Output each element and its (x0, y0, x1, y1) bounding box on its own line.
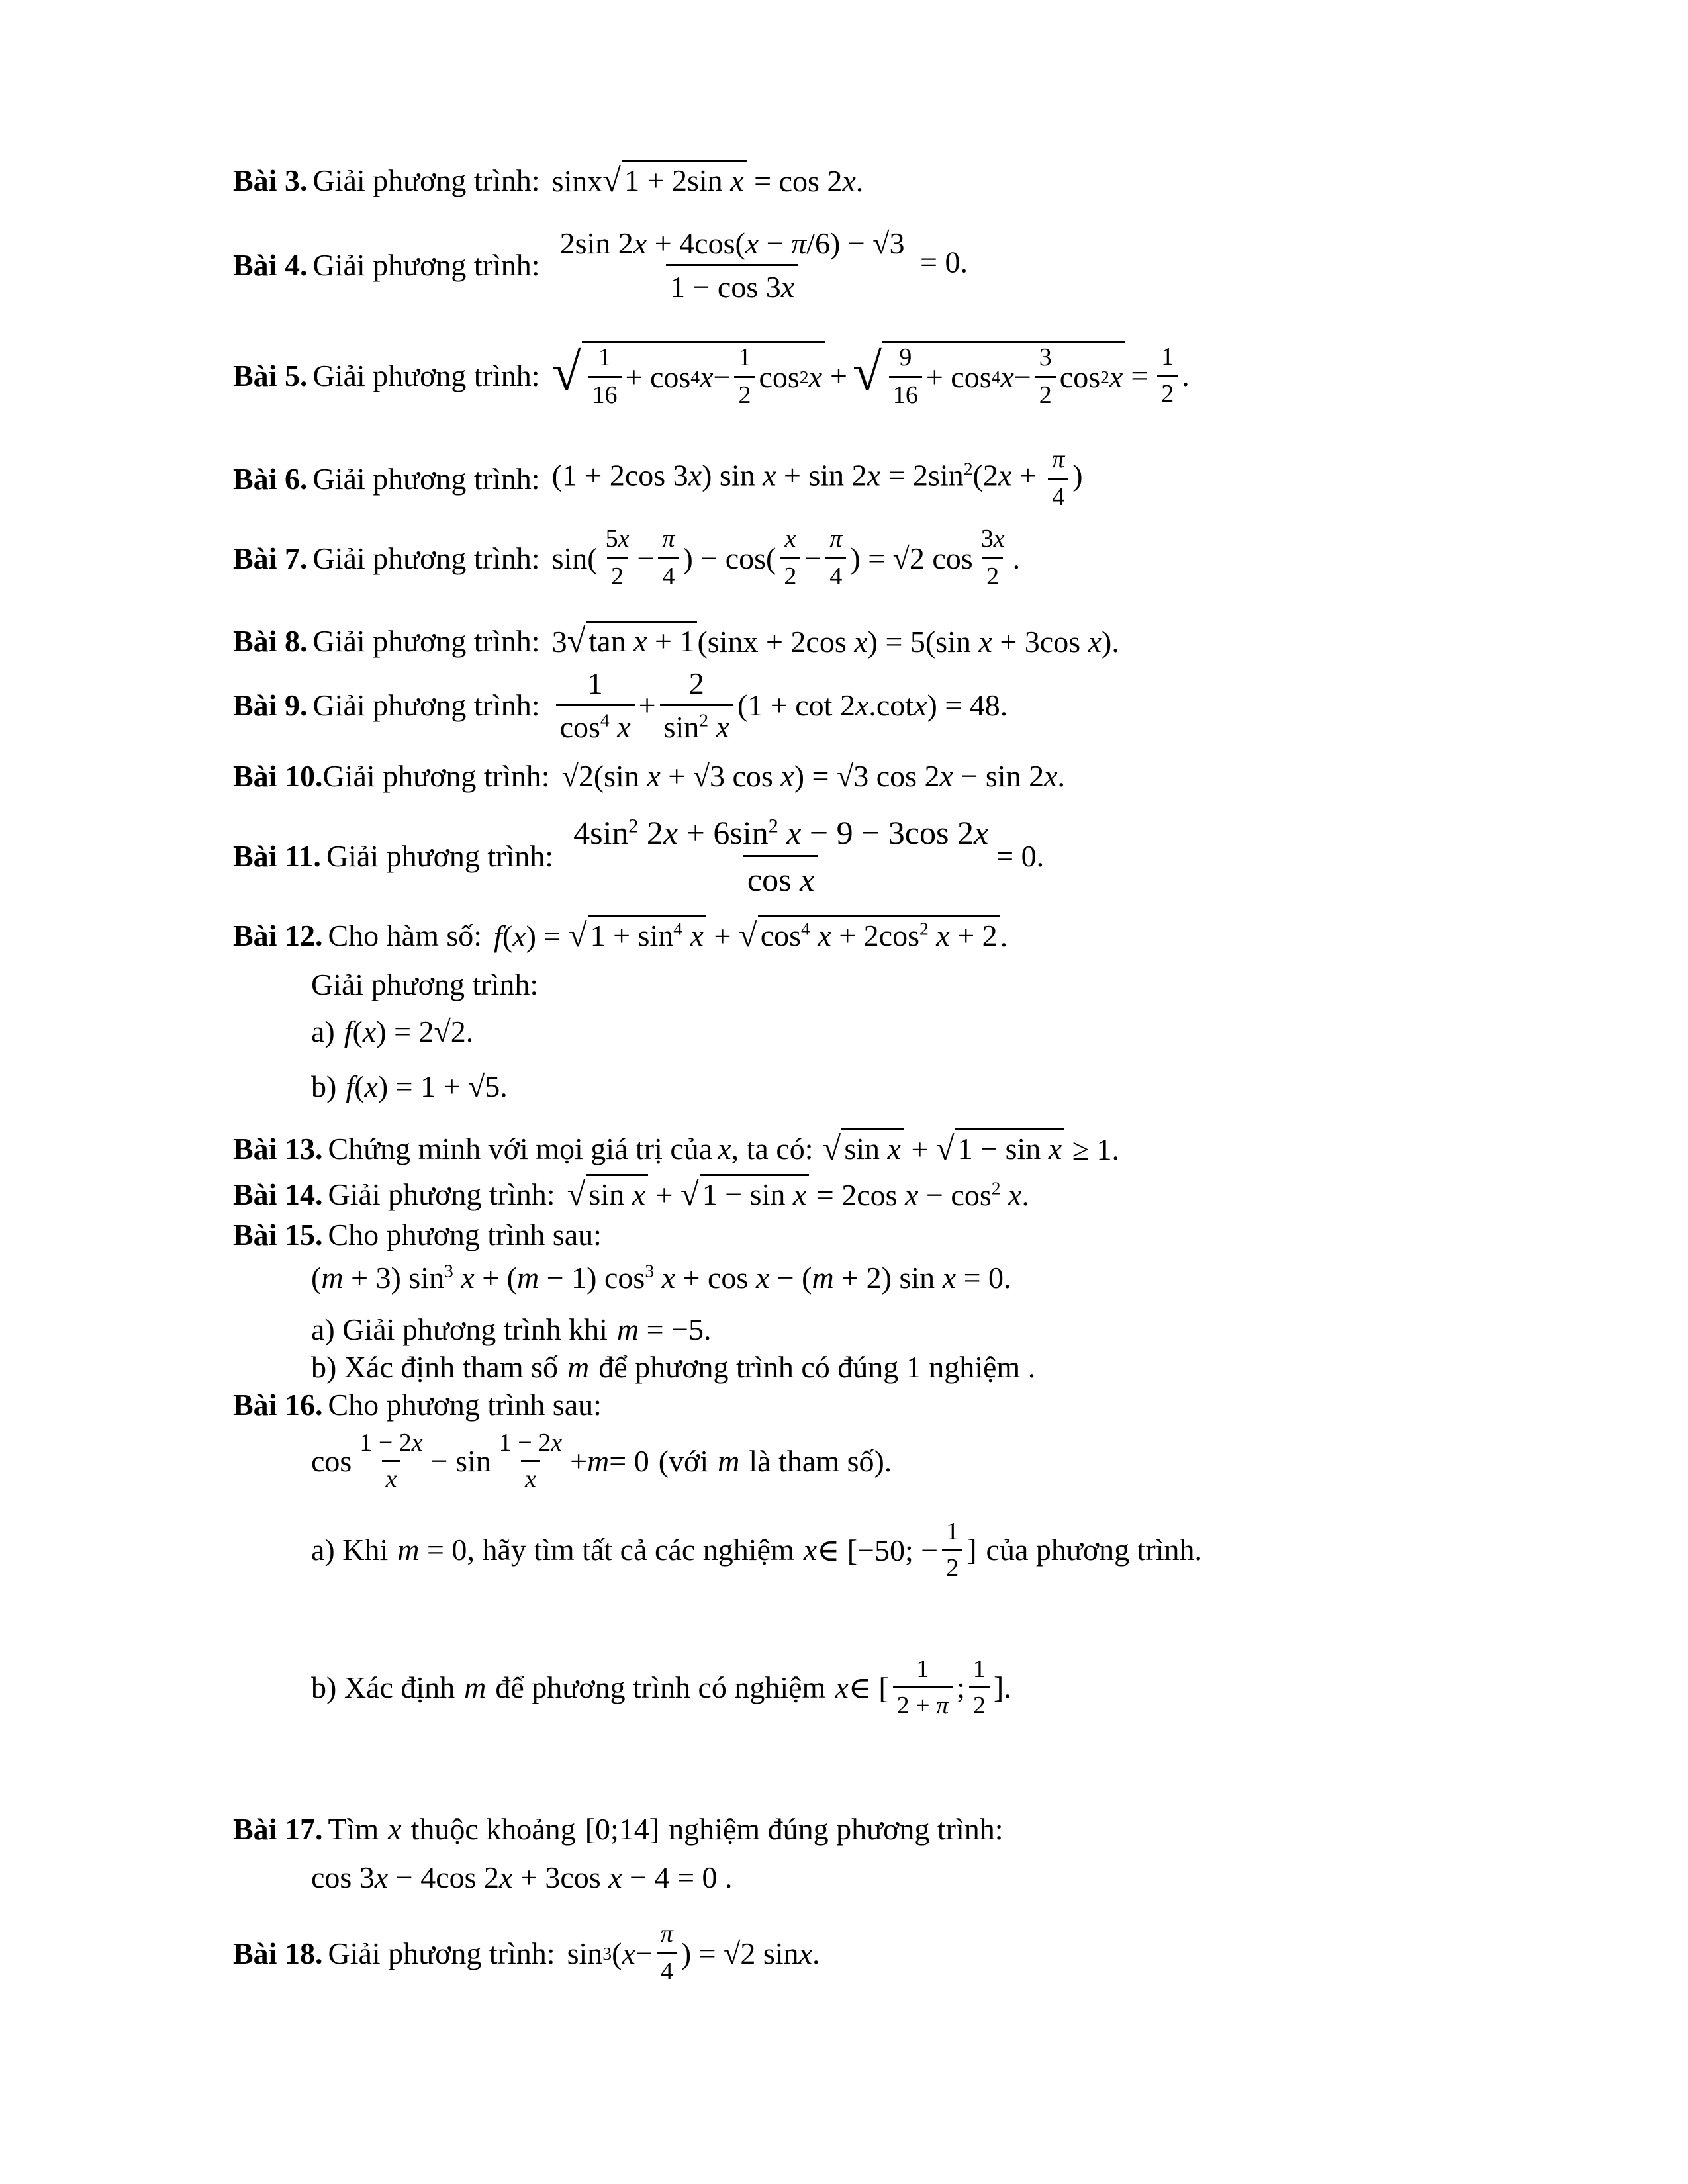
equation: √ $\frac{1}{16}$ + cos 4 x − $\frac{1}{2}$ cos 2 x + √ $\frac{9}{16}$ + cos 4 x − $\frac{3}{2}$ cos 2 x = $\frac{1}{2}$ . (552, 341, 1190, 410)
exercise-label: Bài 12. (233, 918, 323, 952)
part-text: b) Xác định tham số (311, 1350, 559, 1384)
equation: sin 3 ( x − $\frac{\pi}{4}$ ) = √2 sin x . (567, 1919, 820, 1987)
equation: $\frac{4\sin^2 2x + 6\sin^2 x - 9 - 3\cos 2x}{\text{cos x}}$ = 0. (573, 814, 1045, 898)
equation: cos 3x − 4cos 2x + 3cos x − 4 = 0 . (311, 1860, 733, 1894)
exercise-intro: Cho phương trình sau: (328, 1388, 602, 1422)
exercise-12-part-a (311, 1014, 473, 1049)
equation: x ∈ [−50; − $\frac{1}{2}$ ] (803, 1518, 977, 1582)
equation: √ sin x + √ 1 − sin x ≥ 1. (823, 1128, 1119, 1169)
equation: √2(sin x + √3 cos x) = √3 cos 2x − sin 2x. (561, 759, 1065, 793)
exercise-15-part-b (311, 1349, 1035, 1385)
exercise-18 (233, 1919, 820, 1987)
exercise-label: Bài 16. (233, 1388, 323, 1422)
exercise-9 (233, 665, 1008, 745)
equation: (1 + 2cos 3x) $\sin x + \sin 2x = 2\sin^2(2x$ + $\frac{\pi}{4}$ ) (552, 445, 1083, 512)
exercise-label: Bài 18. (233, 1936, 323, 1970)
function-definition: f(x) = √ $1 + \sin^4 x$ + √ $\cos^4 x + 2\cos^2$ x + 2 . (494, 915, 1008, 956)
part-text-end: của phương trình. (986, 1533, 1203, 1567)
exercise-intro: Giải phương trình: (328, 1936, 555, 1970)
part-text-cont: để phương trình có nghiệm (495, 1670, 826, 1704)
equation: $\frac{2\sin 2x + 4\cos(x - \pi/6) - √3}{1 - \cos 3x}$ = 0. (552, 225, 968, 305)
exercise-8 (233, 621, 1119, 661)
exercise-label: Bài 8. (233, 623, 308, 658)
exercise-intro-end: nghiệm đúng phương trình: (669, 1812, 1004, 1846)
equation: m = −5. (616, 1312, 712, 1346)
exercise-label: Bài 7. (233, 541, 308, 575)
part-text-cont: , hãy tìm tất cả các nghiệm (467, 1533, 794, 1567)
exercise-14 (233, 1174, 1029, 1214)
note-text-cont: là tham số). (749, 1444, 892, 1478)
part-text: a) Giải phương trình khi (311, 1312, 608, 1346)
equation: x ∈ [ $\frac{1}{2 + \pi}$ ; $\frac{1}{2}$ ]. (835, 1655, 1011, 1719)
exercise-label: Bài 17. (233, 1812, 323, 1846)
part-text-cont: để phương trình có đúng 1 nghiệm . (598, 1350, 1036, 1384)
exercise-16 (233, 1387, 614, 1423)
exercise-6 (233, 445, 1083, 512)
exercise-intro: Giải phương trình: (328, 1177, 555, 1211)
exercise-16-part-b (311, 1655, 1011, 1720)
exercise-intro: Tìm (328, 1812, 379, 1846)
equation: √ sin x + √ 1 − sin x = 2cos $x - \cos^2 x$. (567, 1174, 1029, 1214)
exercise-17-equation (311, 1860, 733, 1895)
interval: [0;14] (585, 1812, 660, 1846)
part-label: a) (311, 1015, 335, 1048)
exercise-intro-cont: , ta có: (731, 1131, 814, 1165)
exercise-intro: Giải phương trình: (322, 759, 550, 793)
exercise-15-part-a (311, 1312, 711, 1347)
exercise-4 (233, 225, 968, 305)
exercise-intro-cont: thuộc khoảng (410, 1812, 576, 1846)
exercise-label: Bài 6. (233, 461, 308, 496)
exercise-label: Bài 9. (233, 688, 308, 723)
equation: $\frac{1}{\cos^4 x}$ + $\frac{2}{\sin^2 x}$ (1 + cot 2 x .cot x ) = 48. (552, 665, 1008, 745)
equation: f(x) = 2√2. (344, 1015, 474, 1048)
exercise-label: Bài 15. (233, 1218, 323, 1251)
exercise-intro: Giải phương trình: (312, 541, 540, 575)
exercise-intro: Giải phương trình: (312, 688, 540, 723)
exercise-label: Bài 13. (233, 1131, 323, 1165)
exercise-label: Bài 3. (233, 163, 308, 197)
exercise-intro: Cho phương trình sau: (328, 1218, 602, 1251)
variable-x: x (388, 1812, 402, 1846)
exercise-label: Bài 11. (233, 839, 321, 873)
variable-m: m (464, 1670, 487, 1704)
equation: sinx √ 1 + 2sin x = cos 2x. (552, 160, 864, 201)
exercise-16-part-a (311, 1517, 1202, 1582)
exercise-12 (233, 915, 1008, 956)
equation: 3 √ tan x + 1 (sinx + 2cos x) = 5(sin x + 3cos x). (552, 621, 1119, 661)
exercise-13 (233, 1128, 1119, 1169)
exercise-16-equation (311, 1428, 892, 1494)
exercise-intro: Cho hàm số: (328, 918, 483, 952)
variable-m: m (567, 1350, 590, 1384)
equation: (m + 3) $\sin^3 x + (m - 1)$ $\cos^3 x + \cos x - (m + 2)$ sin x = 0. (311, 1260, 1011, 1295)
exercise-intro: Giải phương trình: (312, 461, 540, 496)
subprompt-text: Giải phương trình: (311, 968, 539, 1001)
note-text: (với (658, 1444, 709, 1478)
exercise-intro: Giải phương trình: (312, 248, 540, 283)
exercise-5 (233, 341, 1190, 410)
exercise-3 (233, 160, 863, 201)
exercise-15 (233, 1216, 614, 1253)
exercise-label: Bài 14. (233, 1177, 323, 1211)
equation: cos $\frac{1 - 2x}{x}$ − sin $\frac{1 - 2x}{x}$ + m = 0 (311, 1429, 649, 1493)
exercise-12-part-b (311, 1069, 508, 1104)
variable-x: x (718, 1131, 731, 1165)
exercise-15-equation (311, 1260, 1011, 1295)
exercise-intro: Giải phương trình: (312, 163, 540, 197)
part-label: b) (311, 1069, 337, 1103)
part-text: b) Xác định (311, 1670, 455, 1704)
equation: m = 0 (397, 1533, 467, 1567)
exercise-label: Bài 5. (233, 359, 308, 392)
equation: sin( $\frac{5x}{2}$ − $\frac{\pi}{4}$ ) − cos( $\frac{x}{2}$ − $\frac{\pi}{4}$ ) = √2 cos $\frac{3x}{2}$ . (552, 524, 1020, 592)
exercise-intro: Chứng minh với mọi giá trị của (328, 1131, 713, 1165)
exercise-7 (233, 524, 1020, 592)
exercise-intro: Giải phương trình: (326, 839, 554, 873)
variable-m: m (718, 1444, 740, 1478)
exercise-17 (233, 1811, 1004, 1847)
exercise-intro: Giải phương trình: (312, 359, 540, 392)
exercise-11 (233, 813, 1044, 899)
equation: f(x) = 1 + √5. (346, 1069, 508, 1103)
part-text: a) Khi (311, 1533, 389, 1567)
exercise-label: Bài 10. (233, 759, 323, 793)
exercise-intro: Giải phương trình: (312, 623, 540, 658)
exercise-12-subprompt (311, 967, 538, 1002)
exercise-10 (233, 758, 1065, 794)
exercise-label: Bài 4. (233, 248, 308, 283)
